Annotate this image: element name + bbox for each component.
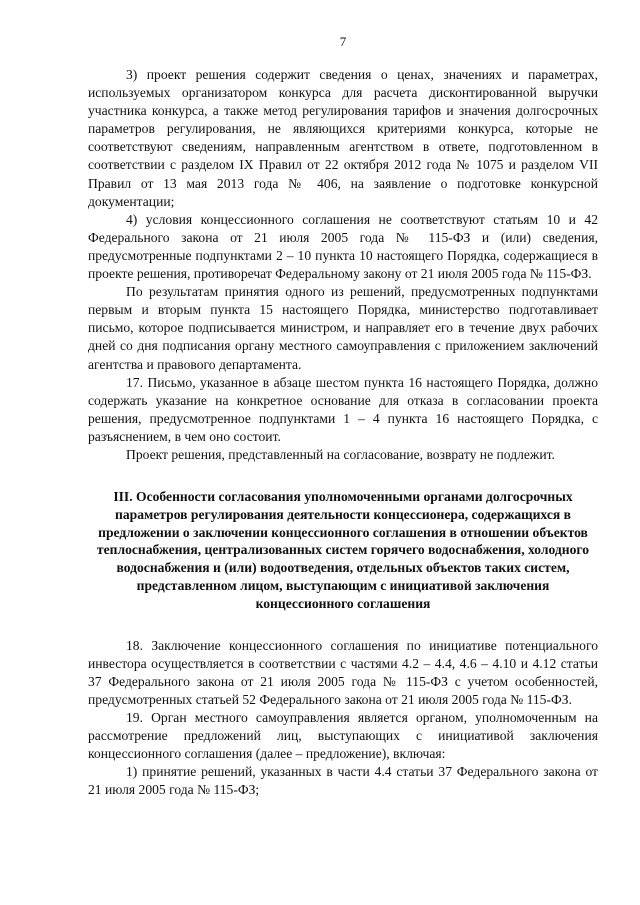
- document-page: [88, 34, 598, 799]
- section-title: III. Особенности согласования уполномоченными органами долгосрочных параметров регулирования деятельности концессионера, содержащихся в предложении о заключении концессионного соглашения в отношении объектов теплоснабжения, централизованных систем горячего водоснабжения, холодного водоснабжения и (или) водоотведения, отдельных объектов таких систем, представленном лицом, выступающим с инициативой заключения концессионного соглашения: [96, 489, 590, 611]
- paragraph-17: 17. Письмо, указанное в абзаце шестом пункта 16 настоящего Порядка, должно содержать указание на конкретное основание для отказа в согласовании проекта решения, предусмотренное подпунктами 1 – 4 пункта 16 настоящего Порядка, с разъяснением, в чем оно состоит.: [88, 374, 598, 444]
- paragraph-19-item-1: 1) принятие решений, указанных в части 4.4 статьи 37 Федерального закона от 21 июля 2005 года № 115-ФЗ;: [88, 764, 598, 798]
- paragraph-item-3: 3) проект решения содержит сведения о ценах, значениях и параметрах, используемых организатором конкурса для расчета дисконтированной выручки участника конкурса, а также метод регулирования тарифов и значения долгосрочных параметров регулирования, не являющихся критериями конкурса, которые не соответствуют сведениям, направленным агентством в ответе, подготовленном в соответствии с разделом IX Правил от 22 октября 2012 года № 1075 и разделом VII Правил от 13 мая 2013 года № 406, на заявление о подготовке конкурсной документации;: [88, 67, 598, 209]
- paragraph-results: По результатам принятия одного из решений, предусмотренных подпунктами первым и вторым пункта 15 настоящего Порядка, министерство подготавливает письмо, которое подписывается министром, и направляет его в течение двух рабочих дней со дня подписания органу местного самоуправления с приложением заключений агентства и правового департамента.: [88, 284, 598, 372]
- paragraph-19: 19. Орган местного самоуправления является органом, уполномоченным на рассмотрение предложений лиц, выступающих с инициативой заключения концессионного соглашения (далее – предложение), включая:: [88, 710, 598, 762]
- page-number: 7: [339, 34, 347, 49]
- paragraph-18: 18. Заключение концессионного соглашения по инициативе потенциального инвестора осуществляется в соответствии с частями 4.2 – 4.4, 4.6 – 4.10 и 4.12 статьи 37 Федерального закона от 21 июля 2005 года № 115-ФЗ с учетом особенностей, предусмотренных статьей 52 Федерального закона от 21 июля 2005 года № 115-ФЗ.: [88, 637, 598, 707]
- paragraph-not-returned: Проект решения, представленный на согласование, возврату не подлежит.: [126, 446, 555, 462]
- paragraph-item-4: 4) условия концессионного соглашения не соответствуют статьям 10 и 42 Федерального закона от 21 июля 2005 года № 115-ФЗ и (или) сведения, предусмотренные подпунктами 2 – 10 пункта 10 настоящего Порядка, содержащиеся в проекте решения, противоречат Федеральному закону от 21 июля 2005 года № 115-ФЗ.: [88, 211, 598, 282]
